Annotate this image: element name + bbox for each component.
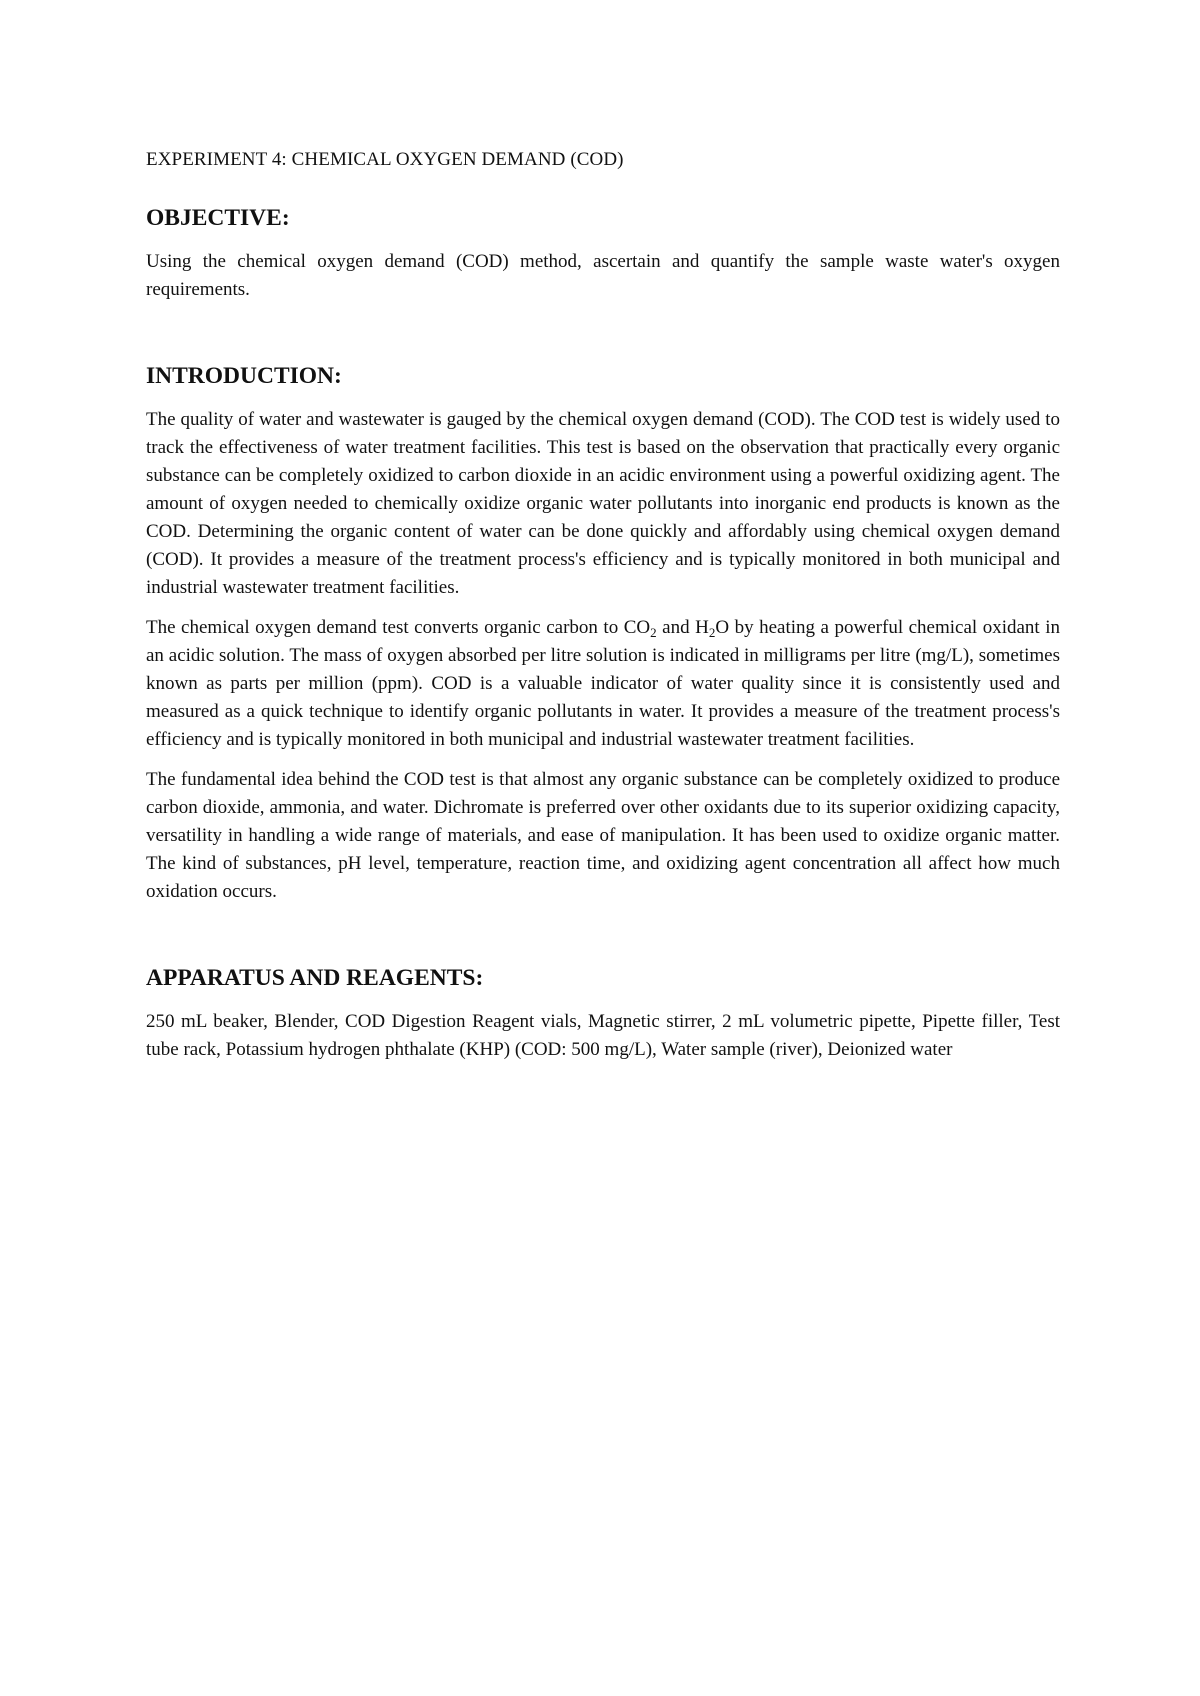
document-page	[146, 148, 1060, 1064]
h2o-subscript: 2	[708, 625, 716, 640]
introduction-heading: INTRODUCTION:	[146, 363, 342, 389]
apparatus-heading: APPARATUS AND REAGENTS:	[146, 965, 484, 991]
p2-text-between: and H	[656, 617, 709, 638]
introduction-paragraph-1: The quality of water and wastewater is gauged by the chemical oxygen demand (COD). The COD test is widely used to track the effectiveness of water treatment facilities. This test is based on the observation that practically every organic substance can be completely oxidized to carbon dioxide in an acidic environment using a powerful oxidizing agent. The amount of oxygen needed to chemically oxidize organic water pollutants into inorganic end products is known as the COD. Determining the organic content of water can be done quickly and affordably using chemical oxygen demand (COD). It provides a measure of the treatment process's efficiency and is typically monitored in both municipal and industrial wastewater treatment facilities.	[146, 409, 1060, 598]
introduction-paragraph-3: The fundamental idea behind the COD test is that almost any organic substance can be completely oxidized to produce carbon dioxide, ammonia, and water. Dichromate is preferred over other oxidants due to its superior oxidizing capacity, versatility in handling a wide range of materials, and ease of manipulation. It has been used to oxidize organic matter. The kind of substances, pH level, temperature, reaction time, and oxidizing agent concentration all affect how much oxidation occurs.	[146, 769, 1060, 902]
introduction-paragraph-2	[146, 614, 1060, 754]
document-title: EXPERIMENT 4: CHEMICAL OXYGEN DEMAND (COD)	[146, 149, 624, 170]
p2-text-after: O by heating a powerful chemical oxidant in an acidic solution. The mass of oxygen absorbed per litre solution is indicated in milligrams per litre (mg/L), sometimes known as parts per million (ppm). COD is a valuable indicator of water quality since it is consistently used and measured as a quick technique to identify organic pollutants in water. It provides a measure of the treatment process's efficiency and is typically monitored in both municipal and industrial wastewater treatment facilities.	[146, 617, 1060, 750]
apparatus-text: 250 mL beaker, Blender, COD Digestion Reagent vials, Magnetic stirrer, 2 mL volumetric pipette, Pipette filler, Test tube rack, Potassium hydrogen phthalate (KHP) (COD: 500 mg/L), Water sample (river), Deionized water	[146, 1011, 1060, 1060]
objective-heading: OBJECTIVE:	[146, 205, 290, 231]
co2-subscript: 2	[650, 625, 657, 640]
objective-text: Using the chemical oxygen demand (COD) method, ascertain and quantify the sample waste water's oxygen requirements.	[146, 251, 1060, 300]
p2-text-before-co2: The chemical oxygen demand test converts organic carbon to CO	[146, 617, 651, 638]
